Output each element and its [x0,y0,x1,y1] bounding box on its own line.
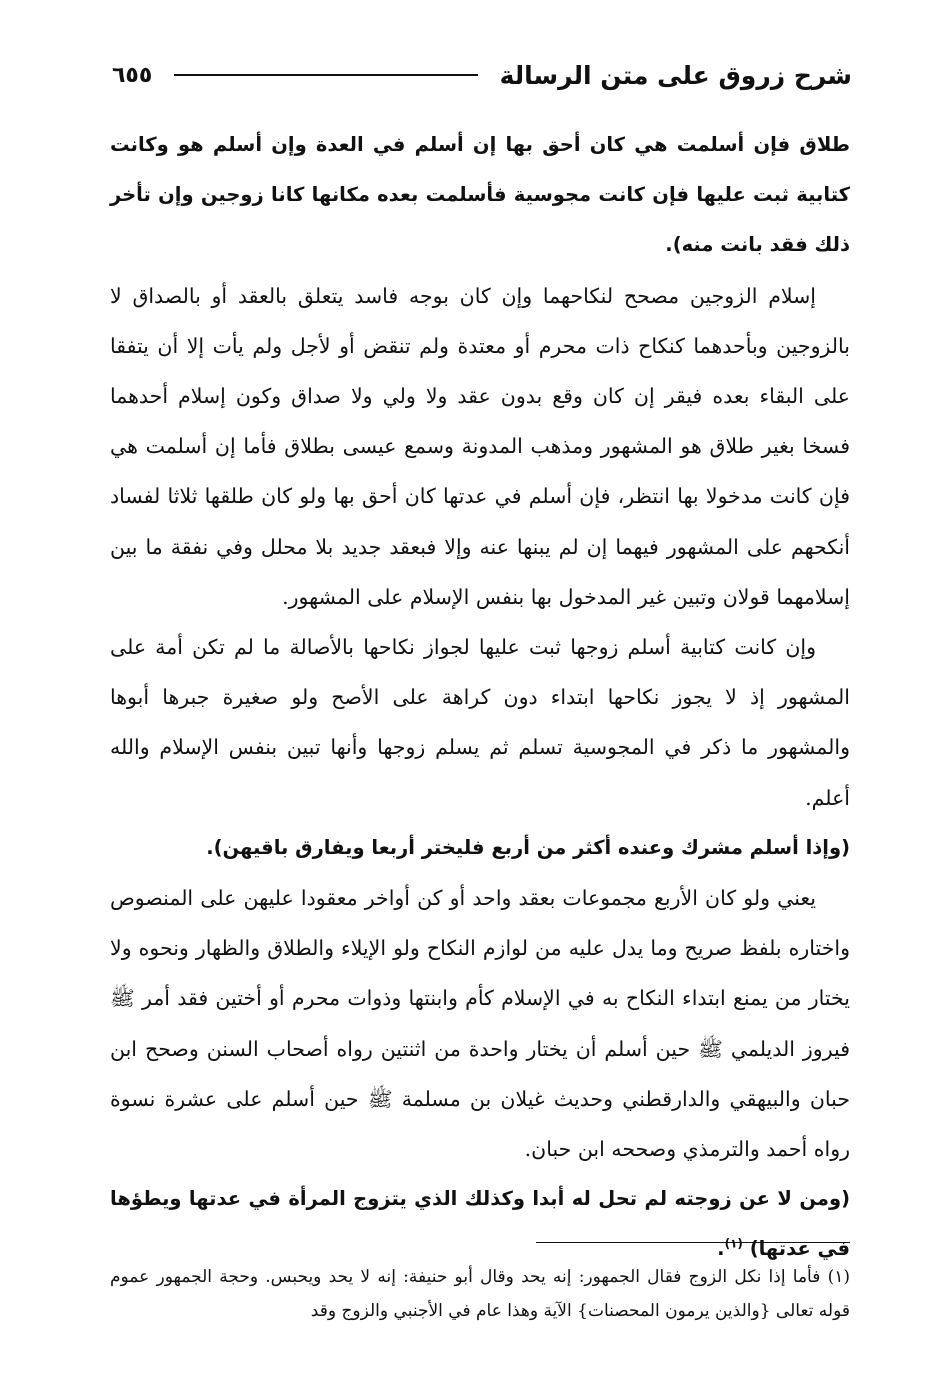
commentary-paragraph: يعني ولو كان الأربع مجموعات بعقد واحد أو كن أواخر معقودا عليهن على المنصوص واختاره بلفظ صريح وما يدل عليه من لوازم النكاح ولو الإيلاء والطلاق والظهار ونحوه ولا يختار من يمنع ابتداء النكاح به في الإسلام كأم وابنتها وذوات محرم أو أختين فقد أمر ﷺ فيروز الديلمي ﷺ حين أسلم أن يختار واحدة من اثنتين رواه أصحاب السنن وصحح ابن حبان والبيهقي والدارقطني وحديث غيلان بن مسلمة ﷺ حين أسلم على عشرة نسوة رواه أحمد والترمذي وصححه ابن حبان. [110,886,850,1162]
matn-text: (ومن لا عن زوجته لم تحل له أبدا وكذلك الذي يتزوج المرأة في عدتها ويطؤها في عدتها) [110,1187,850,1261]
footnote-separator [536,1242,850,1243]
footnote-reference[interactable]: (١) [724,1236,743,1251]
page-header [112,50,852,100]
page-body [110,120,850,1275]
closing-punctuation: . [717,1237,725,1261]
commentary-paragraph: وإن كانت كتابية أسلم زوجها ثبت عليها لجواز نكاحها بالأصالة ما لم تكن أمة على المشهور إذ لا يجوز نكاحها ابتداء دون كراهة على الأصح ولو صغيرة جبرها أبوها والمشهور ما ذكر في المجوسية تسلم ثم يسلم زوجها وأنها تبين بنفس الإسلام والله أعلم. [110,635,850,810]
commentary-paragraph: إسلام الزوجين مصحح لنكاحهما وإن كان بوجه فاسد يتعلق بالعقد أو بالصداق لا بالزوجين وبأحدهما كنكاح ذات محرم أو معتدة ولم تنقض أو لأجل ولم يأت إلا أن يتفقا على البقاء بعده فيقر إن كان وقع بدون عقد ولا ولي ولا صداق وكون إسلام أحدهما فسخا بغير طلاق هو المشهور ومذهب المدونة وسمع عيسى بطلاق فأما إن أسلمت هي فإن كانت مدخولا بها انتظر، فإن أسلم في عدتها كان أحق بها ولو كان طلقها ثلاثا لفساد أنكحهم على المشهور فيهما إن لم يبنها عنه وإلا فبعقد جديد بلا محلل وفي نفقة ما بين إسلامهما قولان وتبين غير المدخول بها بنفس الإسلام على المشهور. [110,283,850,609]
matn-paragraph: (وإذا أسلم مشرك وعنده أكثر من أربع فليختر أربعا ويفارق باقيهن). [206,835,850,859]
running-title: شرح زروق على متن الرسالة [499,60,852,90]
footnote-text: (١) فأما إذا نكل الزوج فقال الجمهور: إنه يحد وقال أبو حنيفة: إنه لا يحد ويحبس. وحجة الجمهور عموم قوله تعالى {والذين يرمون المحصنات} الآية وهذا عام في الأجنبي والزوج وقد [110,1267,850,1321]
page-number: ٦٥٥ [112,62,153,88]
header-rule [174,74,477,76]
matn-paragraph: طلاق فإن أسلمت هي كان أحق بها إن أسلم في العدة وإن أسلم هو وكانت كتابية ثبت عليها فإن كانت مجوسية فأسلمت بعده مكانها كانا زوجين وإن تأخر ذلك فقد بانت منه). [110,133,850,257]
